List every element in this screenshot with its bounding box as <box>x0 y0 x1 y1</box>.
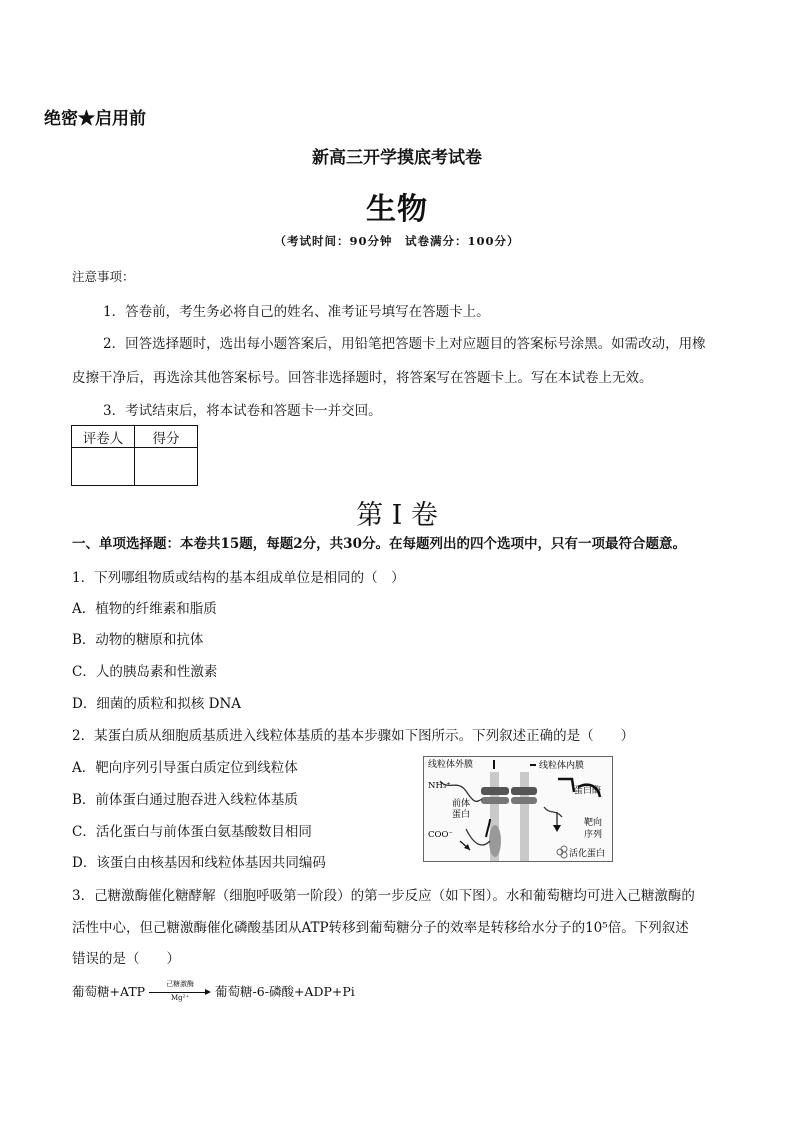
label-coo: COO⁻ <box>428 830 453 840</box>
protease-arrow-left <box>558 779 574 792</box>
q2-stem: 2．某蛋白质从细胞质基质进入线粒体基质的基本步骤如下图所示。下列叙述正确的是（ ） <box>72 728 635 744</box>
notice-item-2-line-2: 皮擦干净后，再选涂其他答案标号。回答非选择题时，将答案写在答题卡上。写在本试卷上无效。 <box>72 370 653 386</box>
q1-option-d: D．细菌的质粒和拟核 DNA <box>72 696 242 712</box>
label-precursor-2: 蛋白 <box>452 810 471 820</box>
mitochondria-import-figure <box>423 756 613 862</box>
label-protease: 蛋白酶 <box>574 786 602 796</box>
score-table <box>71 425 198 486</box>
inner-membrane-band <box>520 772 529 861</box>
section-heading: 一、单项选择题：本卷共15题，每题2分，共30分。在每题列出的四个选项中，只有一项最符合题意。 <box>72 536 686 552</box>
tim-complex-top <box>511 787 537 795</box>
exam-title: 新高三开学摸底考试卷 <box>312 148 482 168</box>
volume-title: 第 I 卷 <box>356 500 438 531</box>
tim-complex-bottom <box>511 797 537 804</box>
notice-item-1: 1．答卷前，考生务必将自己的姓名、准考证号填写在答题卡上。 <box>103 304 490 320</box>
label-inner-membrane: 线粒体内膜 <box>539 761 585 771</box>
equation-reactants: 葡萄糖+ATP <box>72 984 146 999</box>
enzyme-label: 己糖激酶 <box>166 979 195 988</box>
exam-info: （考试时间：90分钟 试卷满分：100分） <box>274 234 520 248</box>
channel-arrow <box>486 819 490 837</box>
grader-header: 评卷人 <box>72 426 135 448</box>
notice-item-2-line-1: 2．回答选择题时，选出每小题答案后，用铅笔把答题卡上对应题目的答案标号涂黑。如需改动，用橡 <box>103 336 706 352</box>
q3-stem-line-3: 错误的是（ ） <box>72 951 180 967</box>
equation-products: 葡萄糖-6-磷酸+ADP+Pi <box>215 984 355 999</box>
subject-title: 生物 <box>366 192 428 227</box>
q2-option-a: A．靶向序列引导蛋白质定位到线粒体 <box>72 760 298 776</box>
q1-option-b: B．动物的糖原和抗体 <box>72 632 204 648</box>
notice-heading: 注意事项： <box>72 269 135 284</box>
label-target-1: 靶向 <box>584 818 603 828</box>
q2-option-c: C．活化蛋白与前体蛋白氨基酸数目相同 <box>72 824 312 840</box>
protein-channel <box>489 825 501 857</box>
notice-item-3: 3．考试结束后，将本试卷和答题卡一并交回。 <box>103 403 382 419</box>
label-nh3: NH₃⁺ <box>428 781 451 791</box>
q2-option-d: D．该蛋白由核基因和线粒体基因共同编码 <box>72 855 326 871</box>
q1-stem: 1．下列哪组物质或结构的基本组成单位是相同的（ ） <box>72 570 405 586</box>
score-cell[interactable] <box>135 448 198 486</box>
score-header: 得分 <box>135 426 198 448</box>
reaction-equation <box>72 979 355 1002</box>
q1-option-c: C．人的胰岛素和性激素 <box>72 664 218 680</box>
label-active-protein: 活化蛋白 <box>569 849 606 859</box>
reaction-arrow <box>149 979 211 1002</box>
grader-cell[interactable] <box>72 448 135 486</box>
q2-option-b: B．前体蛋白通过胞吞进入线粒体基质 <box>72 792 298 808</box>
q3-stem-line-1: 3．己糖激酶催化糖酵解（细胞呼吸第一阶段）的第一步反应（如下图）。水和葡萄糖均可进入己糖激酶的 <box>72 888 695 904</box>
label-outer-membrane: 线粒体外膜 <box>428 760 474 770</box>
q1-option-a: A．植物的纤维素和脂质 <box>72 601 217 617</box>
active-protein-knot-2 <box>561 846 567 852</box>
active-protein-knot-1 <box>557 849 563 855</box>
secret-label: 绝密★启用前 <box>44 109 146 129</box>
label-target-2: 序列 <box>584 830 603 840</box>
cofactor-label: Mg²⁺ <box>170 993 190 1002</box>
label-precursor-1: 前体 <box>452 799 471 809</box>
tom-complex-bottom <box>481 797 509 804</box>
q3-stem-line-2: 活性中心，但己糖激酶催化磷酸基团从ATP转移到葡萄糖分子的效率是转移给水分子的10⁵倍。下列叙述 <box>72 920 689 936</box>
tom-complex-top <box>481 787 509 795</box>
active-protein-knot-3 <box>561 852 567 858</box>
mature-chain <box>544 807 562 817</box>
